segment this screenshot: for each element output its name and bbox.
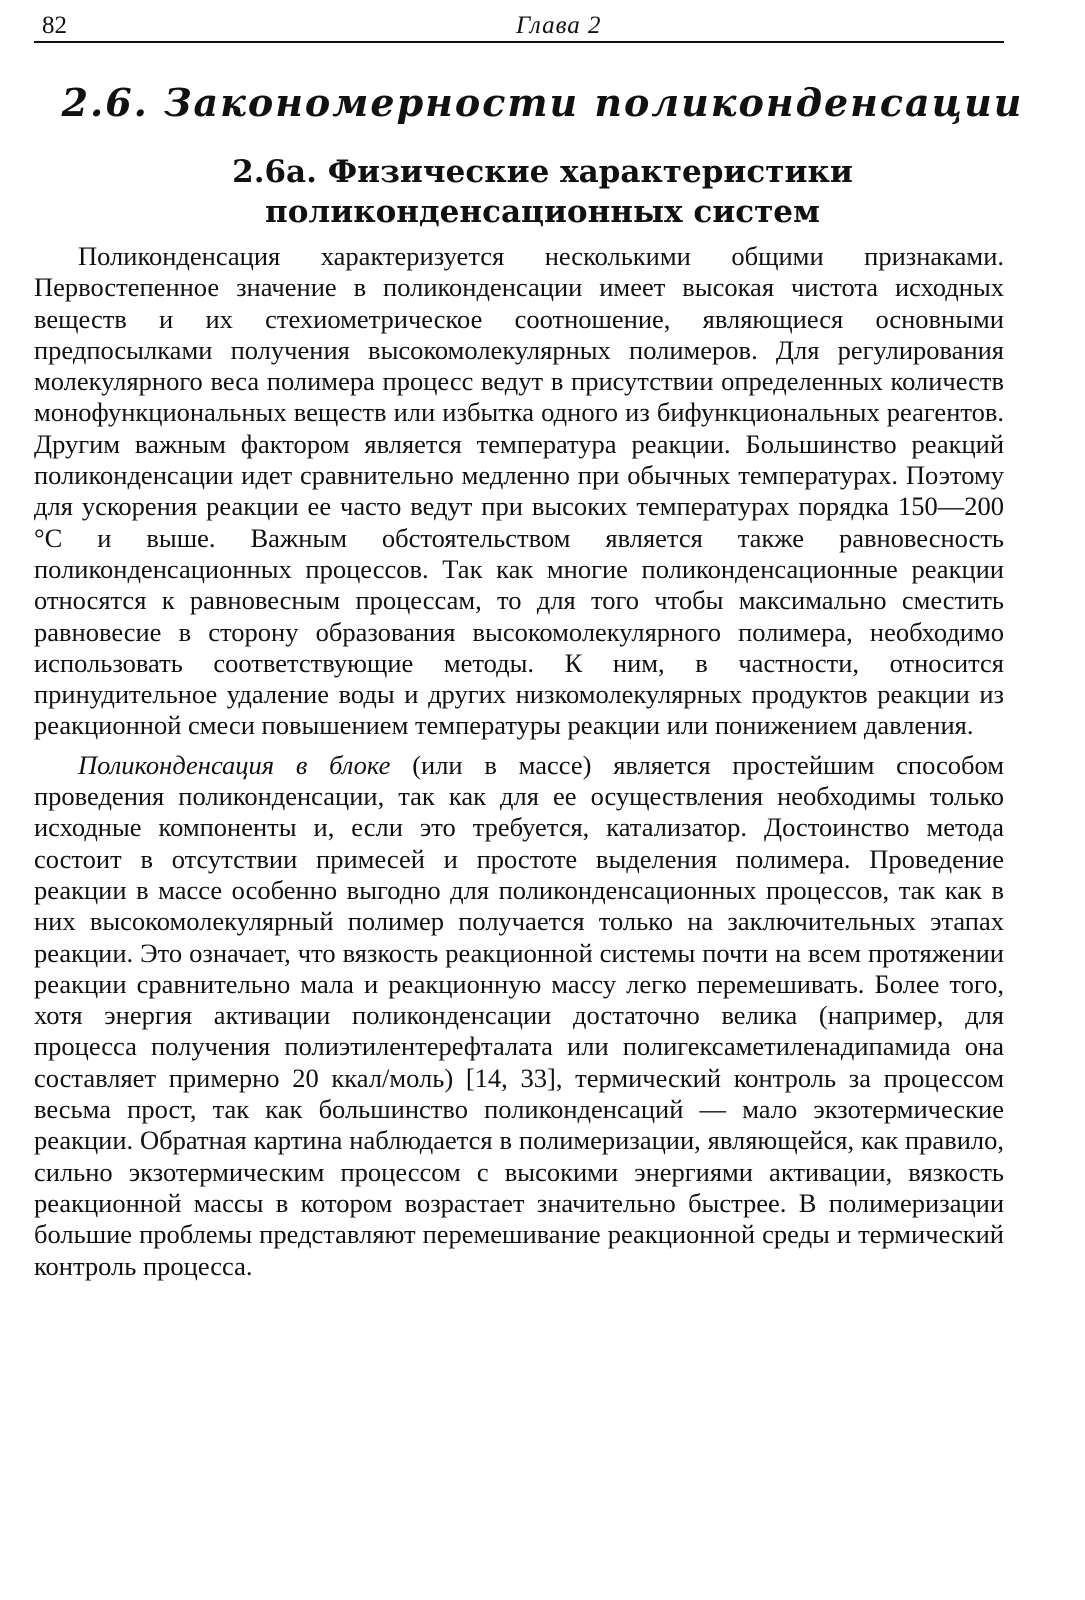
subsection-title-line-2: поликонденсационных систем <box>265 194 820 230</box>
section-title: 2.6. Закономерности поликонденсации <box>61 80 1024 125</box>
paragraph-1: Поликонденсация характеризуется несколькими общими признаками. Первостепенное значение в поликонденсации имеет высокая чистота исходных веществ и их стехиометрическое соотношение, являющиеся основными предпосылками получения высокомолекулярных полимеров. Для регулирования молекулярного веса полимера процесс ведут в присутствии определенных количеств монофункциональных веществ или избытка одного из бифункциональных реагентов. Другим важным фактором является температура реакции. Большинство реакций поликонденсации идет сравнительно медленно при обычных температурах. Поэтому для ускорения реакции ее часто ведут при высоких температурах порядка 150—200 °С и выше. Важным обстоятельством является также равновесность поликонденсационных процессов. Так как многие поликонденсационные реакции относятся к равновесным процессам, то для того чтобы максимально сместить равновесие в сторону образования высокомолекулярного полимера, необходимо использовать соответствующие методы. К ним, в частности, относится принудительное удаление воды и других низкомолекулярных продуктов реакции из реакционной смеси повышением температуры реакции или понижением давления. <box>34 241 1004 741</box>
paragraph-2 <box>34 750 1004 1282</box>
page-number: 82 <box>42 12 67 39</box>
body-text <box>34 241 1004 1282</box>
header-rule <box>34 41 1004 43</box>
running-head <box>38 10 1018 44</box>
subsection-title-line-1: 2.6а. Физические характеристики <box>232 154 853 190</box>
running-title: Глава 2 <box>516 12 602 39</box>
subsection-title <box>0 152 1085 232</box>
paragraph-2-text: (или в массе) является простейшим способом проведения поликонденсации, так как для ее осуществления необходимы только исходные компоненты и, если это требуется, катализатор. Достоинство метода состоит в отсутствии примесей и простоте выделения полимера. Проведение реакции в массе особенно выгодно для поликонденсационных процессов, так как в них высокомолекулярный полимер получается только на заключительных этапах реакции. Это означает, что вязкость реакционной системы почти на всем протяжении реакции сравнительно мала и реакционную массу легко перемешивать. Более того, хотя энергия активации поликонденсации достаточно велика (например, для процесса получения полиэтилентерефталата или полигексаметиленадипамида она составляет примерно 20 ккал/моль) [14, 33], термический контроль за процессом весьма прост, так как большинство поликонденсаций — мало экзотермические реакции. Обратная картина наблюдается в полимеризации, являющейся, как правило, сильно экзотермическим процессом с высокими энергиями активации, вязкость реакционной массы в котором возрастает значительно быстрее. В полимеризации большие проблемы представляют перемешивание реакционной среды и термический контроль процесса. <box>34 749 1004 1281</box>
term-bulk-polycondensation: Поликонденсация в блоке <box>78 749 391 780</box>
